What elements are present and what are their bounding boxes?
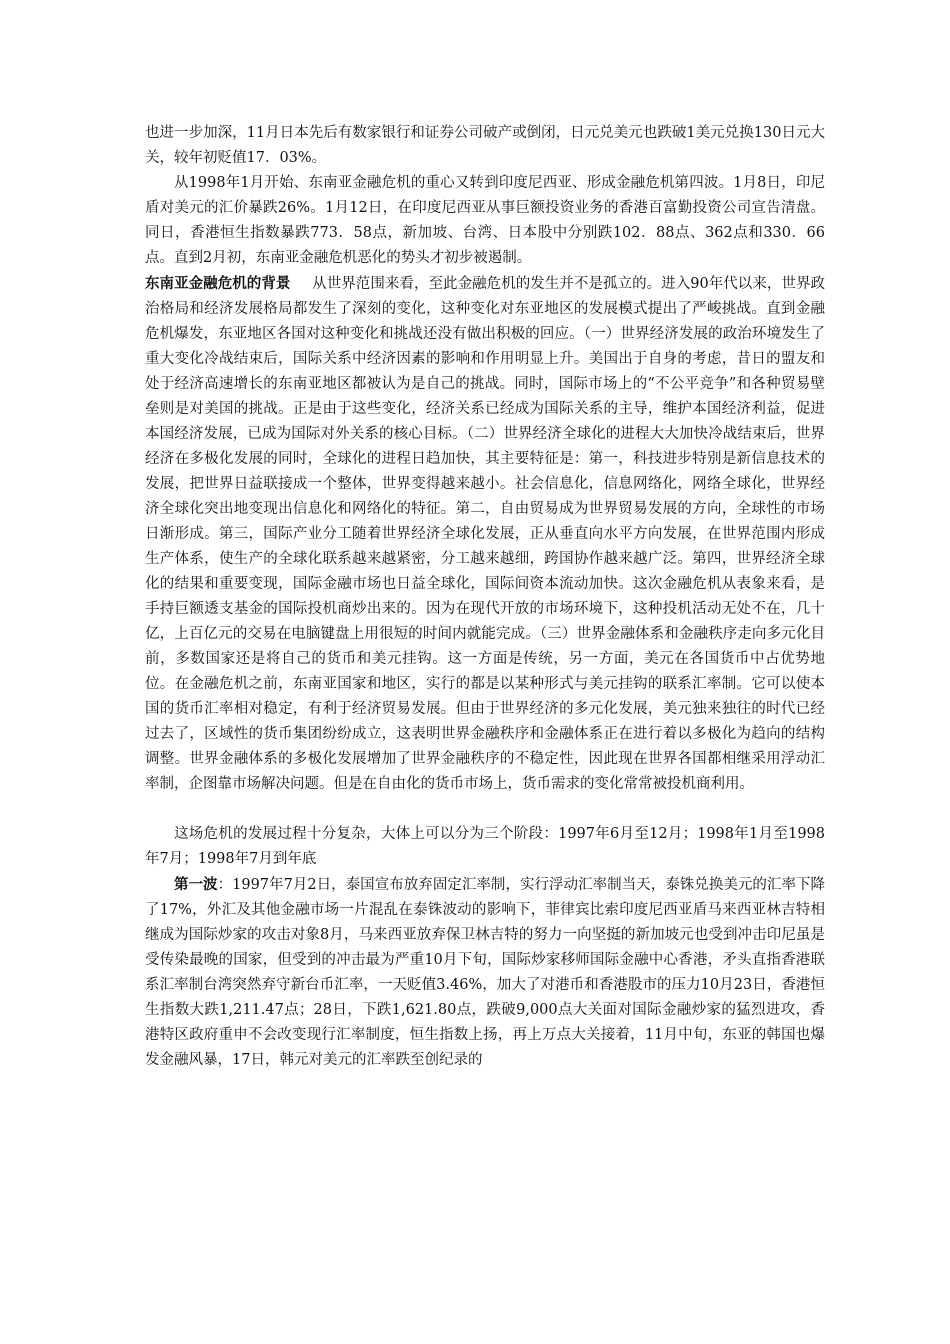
paragraph-gap — [145, 797, 825, 822]
paragraph-crisis-stages: 这场危机的发展过程十分复杂，大体上可以分为三个阶段：1997年6月至12月；1998年1月至1998年7月；1998年7月到年底 — [145, 826, 825, 867]
background-body: 从世界范围来看，至此金融危机的发生并不是孤立的。进入90年代以来，世界政治格局和经济发展格局都发生了深刻的变化，这种变化对东亚地区的发展模式提出了严峻挑战。直到金融危机爆发，东亚地区各国对这种变化和挑战还没有做出积极的回应。（一）世界经济发展的政治环境发生了重大变化冷战结束后，国际关系中经济因素的影响和作用明显上升。美国出于自身的考虑，昔日的盟友和处于经济高速增长的东南亚地区都被认为是自己的挑战。同时，国际市场上的“不公平竞争”和各种贸易壁垒则是对美国的挑战。正是由于这些变化，经济关系已经成为国际关系的主导，维护本国经济利益，促进本国经济发展，已成为国际对外关系的核心目标。（二）世界经济全球化的进程大大加快冷战结束后，世界经济在多极化发展的同时，全球化的进程日趋加快，其主要特征是：第一，科技进步特别是新信息技术的发展，把世界日益联接成一个整体，世界变得越来越小。社会信息化，信息网络化，网络全球化，世界经济全球化突出地变现出信息化和网络化的特征。第二，自由贸易成为世界贸易发展的方向，全球性的市场日渐形成。第三，国际产业分工随着世界经济全球化发展，正从垂直向水平方向发展，在世界范围内形成生产体系，使生产的全球化联系越来越紧密，分工越来越细，跨国协作越来越广泛。第四，世界经济全球化的结果和重要变现，国际金融市场也日益全球化，国际间资本流动加快。这次金融危机从表象来看，是手持巨额透支基金的国际投机商炒出来的。因为在现代开放的市场环境下，这种投机活动无处不在，几十亿，上百亿元的交易在电脑键盘上用很短的时间内就能完成。（三）世界金融体系和金融秩序走向多元化目前，多数国家还是将自己的货币和美元挂钩。这一方面是传统，另一方面，美元在各国货币中占优势地位。在金融危机之前，东南亚国家和地区，实行的都是以某种形式与美元挂钩的联系汇率制。它可以使本国的货币汇率相对稳定，有利于经济贸易发展。但由于世界经济的多元化发展，美元独来独往的时代已经过去了，区域性的货币集团纷纷成立，这表明世界金融秩序和金融体系正在进行着以多极化为趋向的结构调整。世界金融体系的多极化发展增加了世界金融秩序的不稳定性，因此现在世界各国都相继采用浮动汇率制，企图靠市场解决问题。但是在自由化的货币市场上，货币需求的变化常常被投机商利用。 — [145, 276, 826, 792]
paragraph-indonesia-wave: 从1998年1月开始、东南亚金融危机的重心又转到印度尼西亚、形成金融危机第四波。1月8日，印尼盾对美元的汇价暴跌26%。1月12日，在印度尼西亚从事巨额投资业务的香港百富勤投资公司宣告清盘。同日，香港恒生指数暴跌773．58点，新加坡、台湾、日本股中分别跌102．88点、362点和330．66点。直到2月初，东南亚金融危机恶化的势头才初步被遏制。 — [145, 175, 825, 266]
paragraph-japan-yen: 也进一步加深，11月日本先后有数家银行和证券公司破产或倒闭，日元兑美元也跌破1美元兑换130日元大关，较年初贬值17．03%。 — [145, 125, 825, 166]
paragraph-background — [145, 271, 825, 797]
document-page — [145, 121, 825, 1073]
section-heading-background: 东南亚金融危机的背景 — [145, 275, 291, 292]
first-wave-body: ：1997年7月2日，泰国宣布放弃固定汇率制，实行浮动汇率制当天，泰铢兑换美元的汇率下降了17%，外汇及其他金融市场一片混乱在泰铢波动的影响下，菲律宾比索印度尼西亚盾马来西亚林吉特相继成为国际炒家的攻击对象8月，马来西亚放弃保卫林吉特的努力一向坚挺的新加坡元也受到冲击印尼虽是受传染最晚的国家，但受到的冲击最为严重10月下旬，国际炒家移师国际金融中心香港，矛头直指香港联系汇率制台湾突然弃守新台币汇率，一天贬值3.46%，加大了对港币和香港股市的压力10月23日，香港恒生指数大跌1,211.47点；28日，下跌1,621.80点，跌破9,000点大关面对国际金融炒家的猛烈进攻，香港特区政府重申不会改变现行汇率制度，恒生指数上扬，再上万点大关接着，11月中旬，东亚的韩国也爆发金融风暴，17日，韩元对美元的汇率跌至创纪录的 — [145, 877, 826, 1068]
first-wave-label: 第一波 — [174, 876, 218, 893]
paragraph-first-wave — [145, 872, 825, 1073]
